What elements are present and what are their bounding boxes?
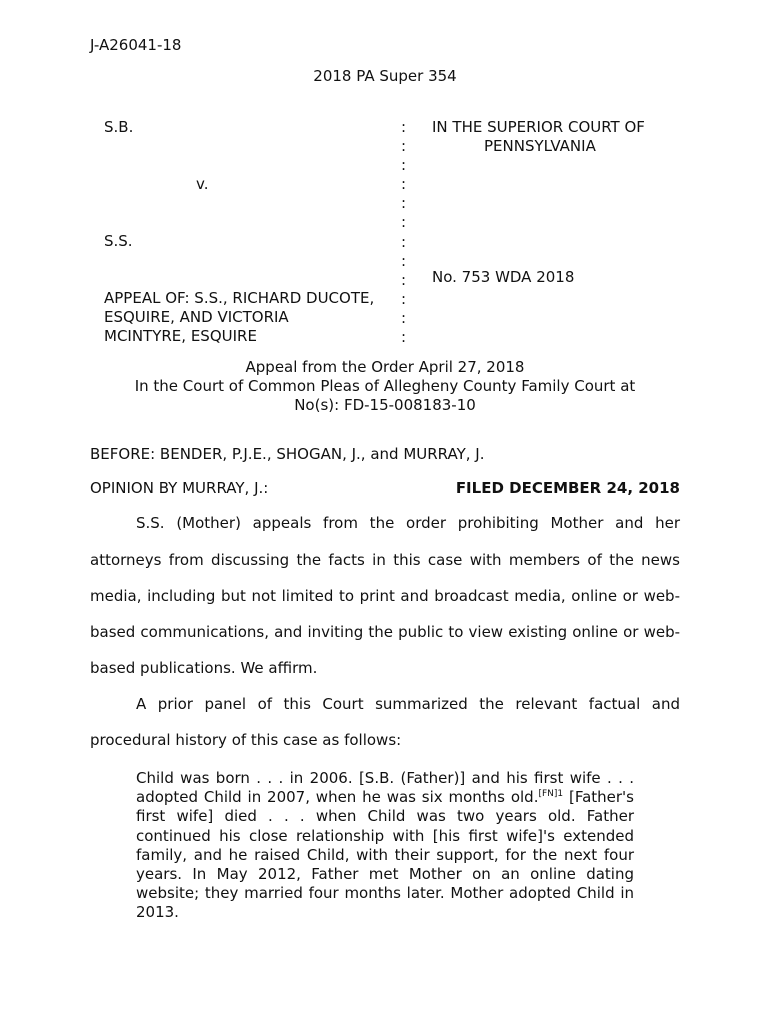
versus-label: v. <box>196 175 209 193</box>
colon-separator: : <box>401 175 407 194</box>
party-ss: S.S. <box>104 232 133 250</box>
block-quote <box>136 769 634 923</box>
appeal-of-line: ESQUIRE, AND VICTORIA <box>104 308 289 326</box>
quote-line: years. In May 2012, Father met Mother on an online dating <box>136 864 634 883</box>
case-caption-parties <box>104 118 374 346</box>
paragraph-line: A prior panel of this Court summarized the relevant factual and <box>136 695 680 713</box>
colon-separator: : <box>401 308 407 327</box>
appeal-of-line: MCINTYRE, ESQUIRE <box>104 327 257 345</box>
quote-line: Child was born . . . in 2006. [S.B. (Father)] and his first wife . . . <box>136 769 634 787</box>
paragraph-line: based communications, and inviting the public to view existing online or web- <box>90 623 680 641</box>
footnote-marker[interactable]: [FN]1 <box>538 789 564 800</box>
quote-text: [Father's <box>563 788 634 807</box>
quote-line: website; they married four months later. Mother adopted Child in <box>136 884 634 903</box>
colon-separator: : <box>401 118 407 136</box>
colon-separator: : <box>401 137 407 156</box>
filed-date: FILED DECEMBER 24, 2018 <box>455 479 680 497</box>
appeal-from-line: Appeal from the Order April 27, 2018 <box>245 358 525 376</box>
paragraph-line: procedural history of this case as follows: <box>90 731 402 749</box>
appeal-of-line: APPEAL OF: S.S., RICHARD DUCOTE, <box>104 289 375 307</box>
court-line: PENNSYLVANIA <box>484 137 596 155</box>
colon-separator: : <box>401 156 407 175</box>
appeal-from-block <box>0 358 770 415</box>
quote-line: continued his close relationship with [his first wife]'s extended <box>136 826 634 845</box>
caption-colon-column <box>401 118 406 347</box>
court-line: IN THE SUPERIOR COURT OF <box>432 118 645 136</box>
court-name <box>432 118 645 156</box>
paragraph-line: based publications. We affirm. <box>90 659 318 677</box>
quote-line: family, and he raised Child, with their support, for the next four <box>136 845 634 864</box>
party-sb: S.B. <box>104 118 134 136</box>
quote-line: 2013. <box>136 903 179 922</box>
docket-code: J-A26041-18 <box>90 36 182 54</box>
colon-separator: : <box>401 213 407 232</box>
paragraph-line: S.S. (Mother) appeals from the order prohibiting Mother and her <box>136 514 680 532</box>
opinion-author: OPINION BY MURRAY, J.: <box>90 479 269 497</box>
colon-separator: : <box>401 328 407 347</box>
quote-line <box>136 788 634 807</box>
paragraph-line: media, including but not limited to print and broadcast media, online or web- <box>90 587 680 605</box>
colon-separator: : <box>401 270 407 289</box>
appeal-from-line: No(s): FD-15-008183-10 <box>294 396 476 414</box>
before-panel: BEFORE: BENDER, P.J.E., SHOGAN, J., and MURRAY, J. <box>90 445 485 463</box>
quote-text: adopted Child in 2007, when he was six months old. <box>136 788 539 807</box>
colon-separator: : <box>401 232 407 251</box>
colon-separator: : <box>401 289 407 308</box>
colon-separator: : <box>401 194 407 213</box>
paragraph-line: attorneys from discussing the facts in this case with members of the news <box>90 551 680 569</box>
docket-number: No. 753 WDA 2018 <box>432 268 575 286</box>
colon-separator: : <box>401 251 407 270</box>
case-citation: 2018 PA Super 354 <box>313 67 457 85</box>
quote-line: first wife] died . . . when Child was two years old. Father <box>136 807 634 826</box>
appeal-from-line: In the Court of Common Pleas of Allegheny County Family Court at <box>134 377 636 395</box>
